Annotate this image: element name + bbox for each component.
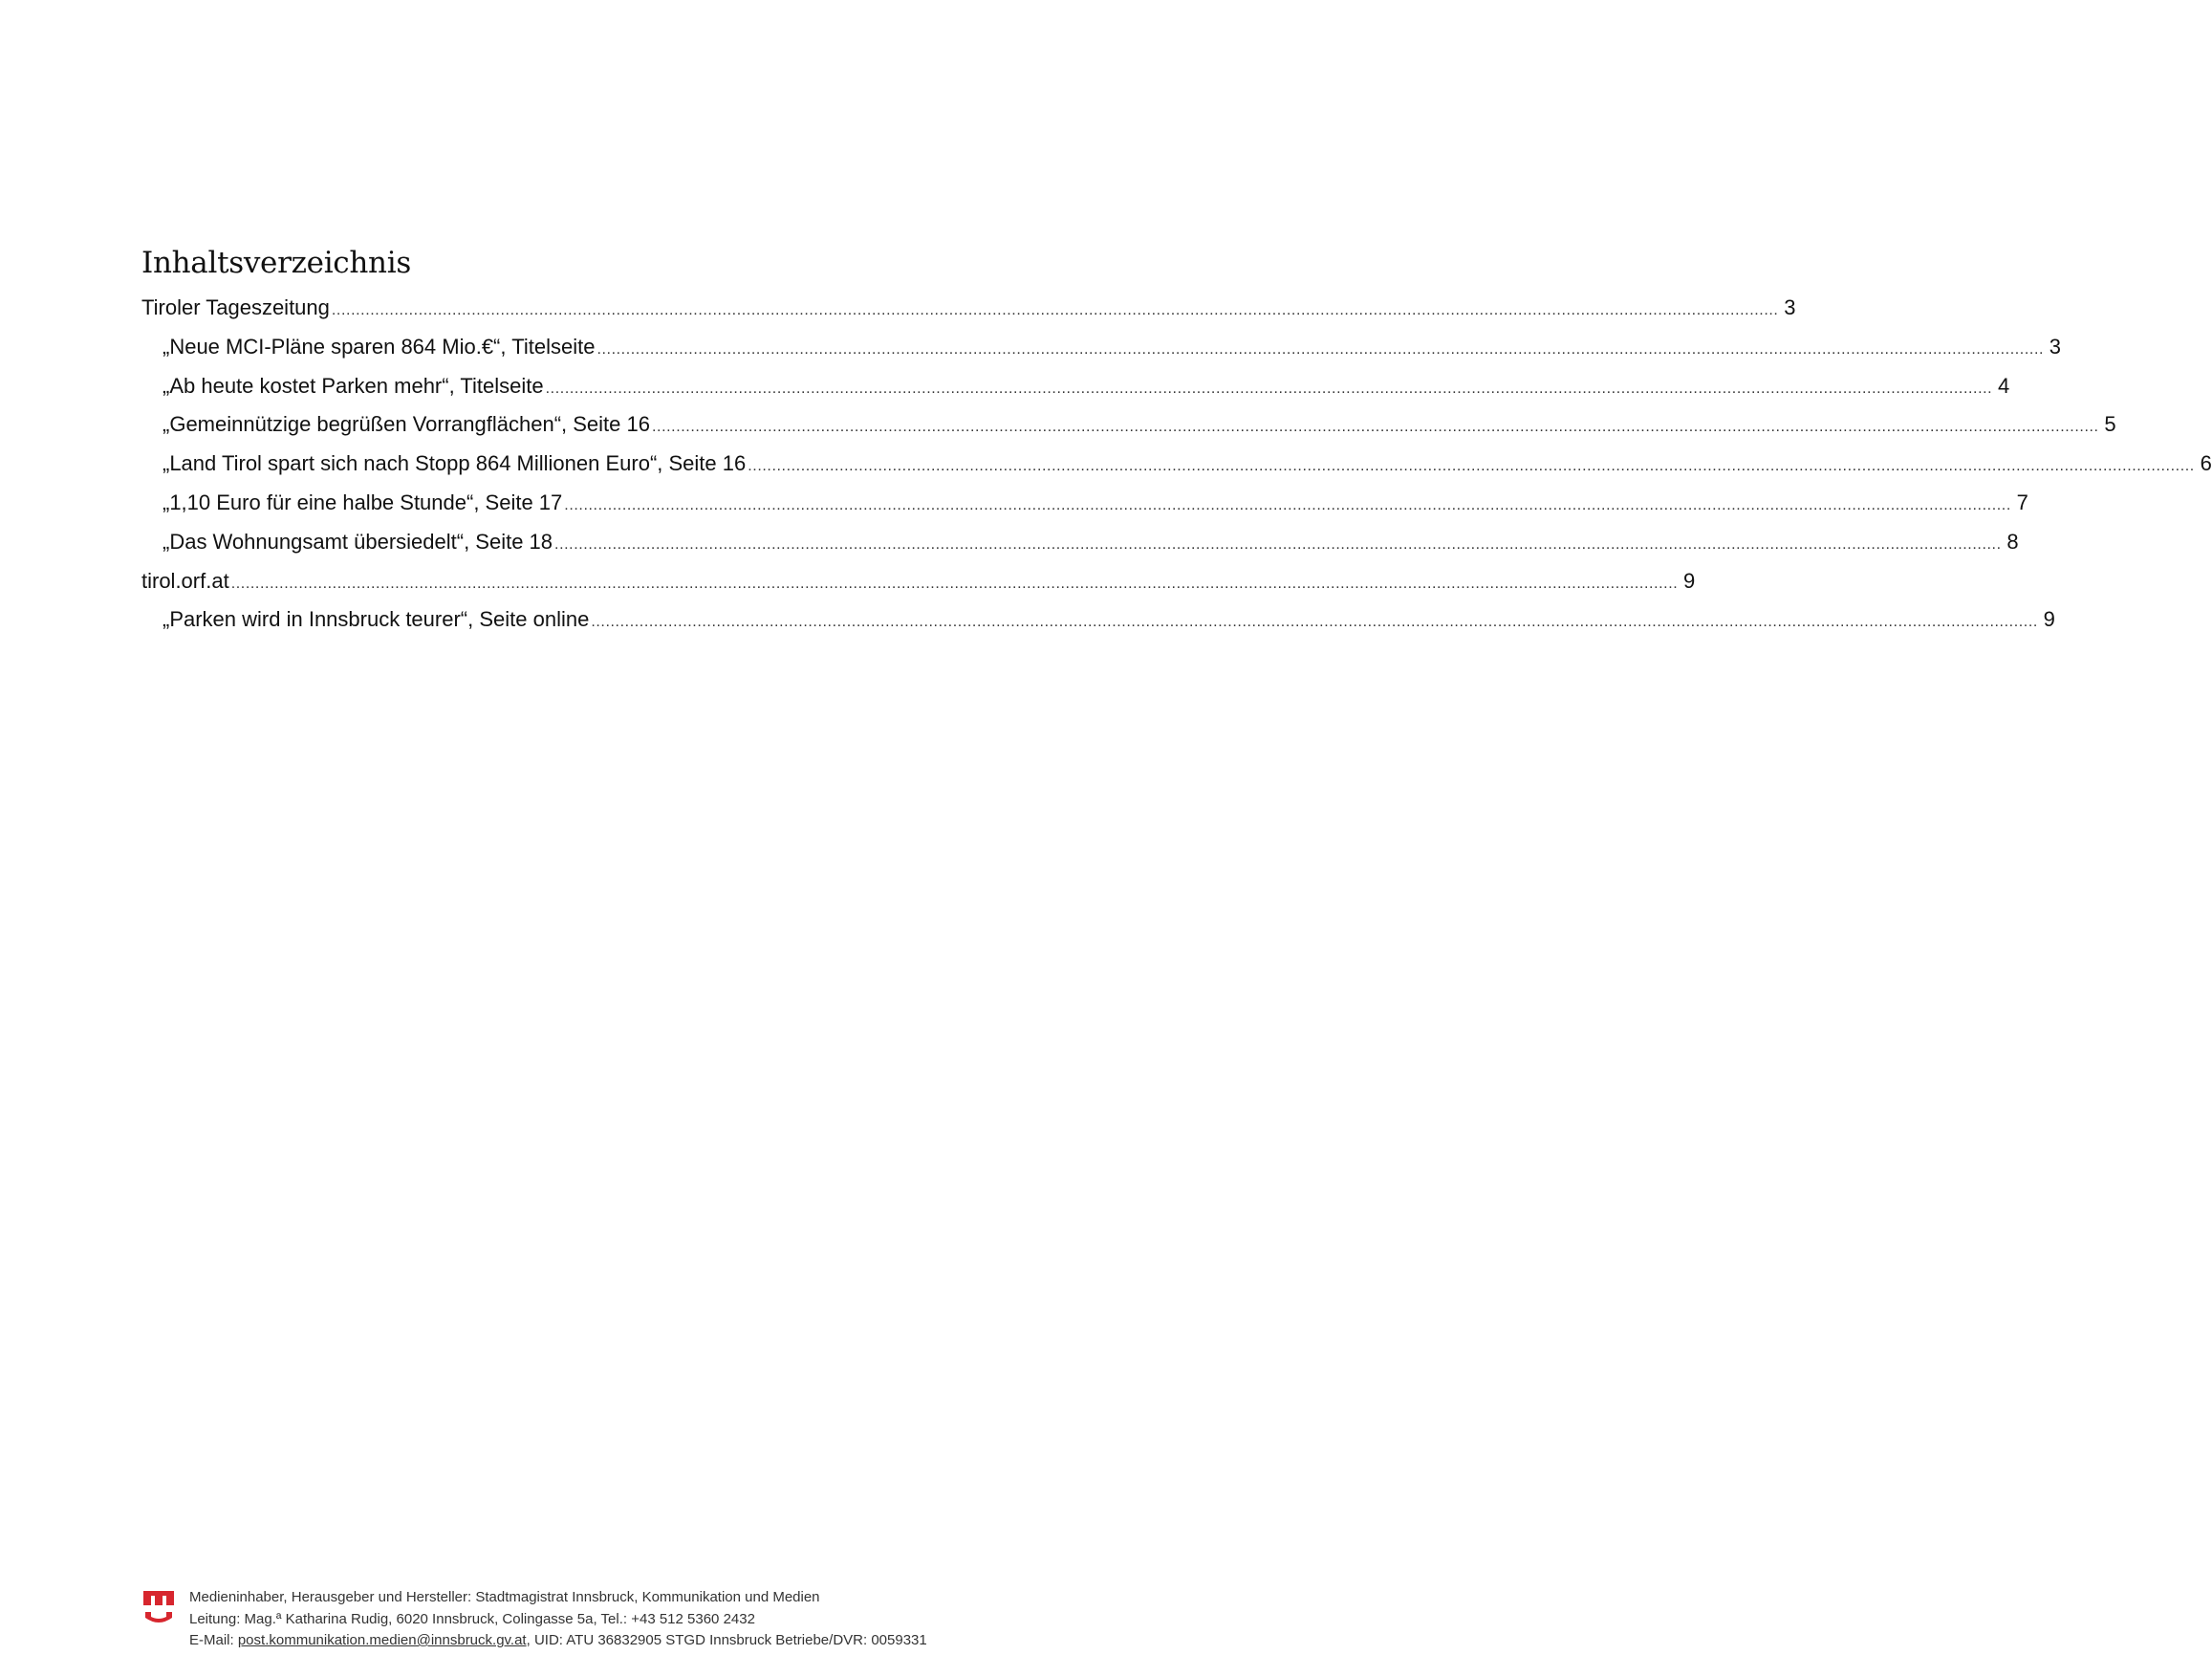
- toc-dot-leader: ............................................................................................................................................................................................................................................................................................................: [748, 458, 2195, 475]
- toc-entry[interactable]: [141, 562, 1696, 601]
- toc-entry-title: tirol.orf.at: [141, 568, 229, 593]
- footer-email-link[interactable]: post.kommunikation.medien@innsbruck.gv.at: [237, 1632, 527, 1648]
- toc-dot-leader: ............................................................................................................................................................................................................................................................................................................: [591, 614, 2038, 631]
- toc-entry-title: „Land Tirol spart sich nach Stopp 864 Millionen Euro“, Seite 16: [163, 451, 747, 476]
- toc-entry-title: „Gemeinnützige begrüßen Vorrangflächen“, Seite 16: [163, 412, 650, 437]
- toc-dot-leader: ............................................................................................................................................................................................................................................................................................................: [230, 575, 1679, 592]
- toc-entry[interactable]: [141, 405, 2116, 445]
- table-of-contents: [141, 289, 2212, 640]
- toc-entry[interactable]: [141, 484, 2028, 523]
- toc-dot-leader: ............................................................................................................................................................................................................................................................................................................: [596, 340, 2045, 358]
- footer-email-label: E-Mail:: [189, 1632, 238, 1648]
- innsbruck-city-logo-icon: [141, 1589, 176, 1627]
- toc-entry-page: 8: [2006, 529, 2019, 554]
- toc-entry-page: 9: [1683, 568, 1696, 593]
- toc-dot-leader: ............................................................................................................................................................................................................................................................................................................: [651, 419, 2099, 436]
- toc-entry[interactable]: [141, 328, 2062, 367]
- toc-entry-title: „Neue MCI-Pläne sparen 864 Mio.€“, Titelseite: [163, 334, 596, 359]
- toc-entry-title: „Das Wohnungsamt übersiedelt“, Seite 18: [163, 529, 553, 554]
- toc-entry-page: 5: [2104, 412, 2116, 437]
- footer: [141, 1587, 927, 1652]
- toc-entry[interactable]: [141, 523, 2019, 562]
- footer-publisher-line: Medieninhaber, Herausgeber und Hersteller: Stadtmagistrat Innsbruck, Kommunikation und Medien: [189, 1589, 820, 1605]
- toc-entry-title: Tiroler Tageszeitung: [141, 295, 330, 319]
- toc-entry-page: 4: [1997, 373, 2010, 398]
- footer-uid-text: , UID: ATU 36832905 STGD Innsbruck Betriebe/DVR: 0059331: [526, 1632, 927, 1648]
- toc-dot-leader: ............................................................................................................................................................................................................................................................................................................: [564, 496, 2011, 513]
- toc-dot-leader: ............................................................................................................................................................................................................................................................................................................: [331, 302, 1779, 318]
- toc-entry-title: „Parken wird in Innsbruck teurer“, Seite online: [163, 607, 590, 632]
- page-title: Inhaltsverzeichnis: [141, 245, 411, 280]
- toc-entry-page: 7: [2016, 490, 2028, 514]
- toc-entry-page: 3: [2049, 334, 2062, 359]
- toc-entry[interactable]: [141, 445, 2212, 484]
- footer-imprint: [189, 1587, 927, 1652]
- toc-entry[interactable]: [141, 367, 2010, 406]
- toc-entry-title: „Ab heute kostet Parken mehr“, Titelseite: [163, 373, 544, 398]
- toc-entry-title: „1,10 Euro für eine halbe Stunde“, Seite 17: [163, 490, 563, 514]
- toc-entry-page: 9: [2043, 607, 2055, 632]
- toc-entry-page: 6: [2200, 451, 2212, 476]
- footer-management-line: Leitung: Mag.ª Katharina Rudig, 6020 Innsbruck, Colingasse 5a, Tel.: +43 512 5360 2432: [189, 1610, 755, 1627]
- footer-contact-line: [189, 1630, 927, 1652]
- toc-entry[interactable]: [141, 289, 1796, 328]
- toc-dot-leader: ............................................................................................................................................................................................................................................................................................................: [545, 380, 1993, 397]
- toc-entry-page: 3: [1784, 295, 1796, 319]
- toc-dot-leader: ............................................................................................................................................................................................................................................................................................................: [554, 535, 2002, 553]
- toc-entry[interactable]: [141, 600, 2055, 640]
